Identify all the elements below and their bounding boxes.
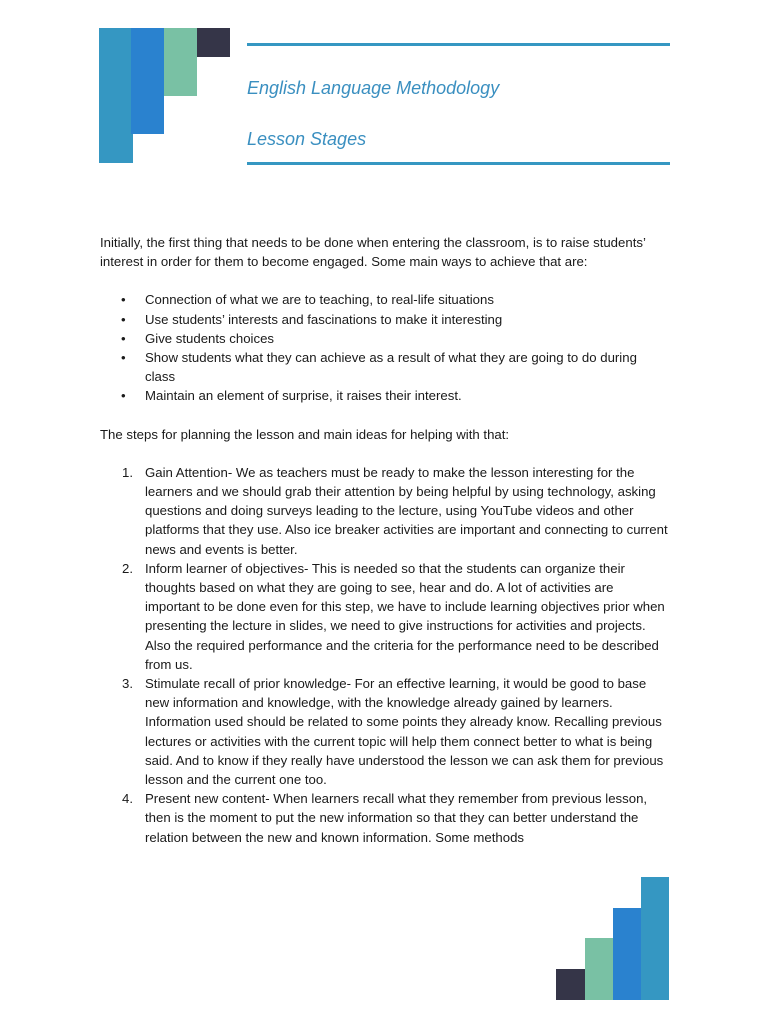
list-item	[100, 290, 670, 309]
list-item-text: Maintain an element of surprise, it raises their interest.	[145, 388, 462, 404]
header-rule-bottom	[247, 162, 670, 165]
list-item-text: Connection of what we are to teaching, to real-life situations	[145, 292, 494, 308]
header-block-teal	[99, 28, 133, 163]
engagement-list	[100, 290, 670, 405]
step-text: Inform learner of objectives- This is needed so that the students can organize their thoughts based on what they are going to see, hear and do. A lot of activities are important to be done even for this step, we have to include learning objectives prior when presenting the lecture in slides, we need to give instructions for activities and projects. Also the required performance and the criteria for the performance need to be described from us.	[145, 560, 665, 672]
document-subtitle: Lesson Stages	[247, 129, 367, 149]
intro-paragraph: Initially, the first thing that needs to be done when entering the classroom, is to raise students’ interest in order for them to become engaged. Some main ways to achieve that are:	[100, 235, 646, 270]
list-item	[100, 386, 670, 405]
bullet-icon: •	[121, 292, 126, 308]
list-item	[100, 310, 670, 329]
footer-block-blue	[613, 908, 641, 1000]
step-item	[100, 559, 670, 674]
document-body	[100, 233, 670, 847]
footer-block-mint	[585, 938, 613, 1000]
bullet-icon: •	[121, 388, 126, 404]
header-block-mint	[164, 28, 197, 96]
header-rule-top	[247, 43, 670, 46]
step-number: 2.	[122, 560, 133, 576]
step-text: Present new content- When learners recall what they remember from previous lesson, then is the moment to put the new information so that they can better understand the relation between the new and known information. Some methods	[145, 791, 648, 845]
header-block-navy	[197, 28, 230, 57]
document-title: English Language Methodology	[247, 78, 500, 98]
list-item	[100, 348, 670, 386]
step-text: Stimulate recall of prior knowledge- For an effective learning, it would be good to base new information and knowledge, with the knowledge already gained by learners. Information used should be related to some points they already know. Recalling previous lectures or activities with the current topic will help them connect better to what is being said. And to know if they really have understood the lesson we can ask them for previous lesson and the current one too.	[145, 676, 664, 788]
step-number: 3.	[122, 676, 133, 692]
step-number: 1.	[122, 464, 133, 480]
bullet-icon: •	[121, 330, 126, 346]
list-item-text: Use students’ interests and fascinations to make it interesting	[145, 311, 503, 327]
step-item	[100, 463, 670, 559]
list-item	[100, 329, 670, 348]
footer-block-navy	[556, 969, 585, 1000]
step-item	[100, 789, 670, 847]
steps-intro-paragraph: The steps for planning the lesson and main ideas for helping with that:	[100, 426, 510, 442]
list-item-text: Show students what they can achieve as a result of what they are going to do during class	[145, 350, 637, 385]
bullet-icon: •	[121, 350, 126, 366]
step-text: Gain Attention- We as teachers must be ready to make the lesson interesting for the learners and we should grab their attention by being helpful by using technology, asking questions and doing surveys leading to the lecture, using YouTube videos and other platforms that they use. Also ice breaker activities are important and connecting to current news and events is better.	[145, 464, 668, 557]
list-item-text: Give students choices	[145, 330, 275, 346]
step-item	[100, 674, 670, 789]
bullet-icon: •	[121, 311, 126, 327]
step-number: 4.	[122, 791, 133, 807]
lesson-steps-list	[100, 463, 670, 847]
footer-block-teal	[641, 877, 669, 1000]
header-block-blue	[131, 28, 164, 134]
